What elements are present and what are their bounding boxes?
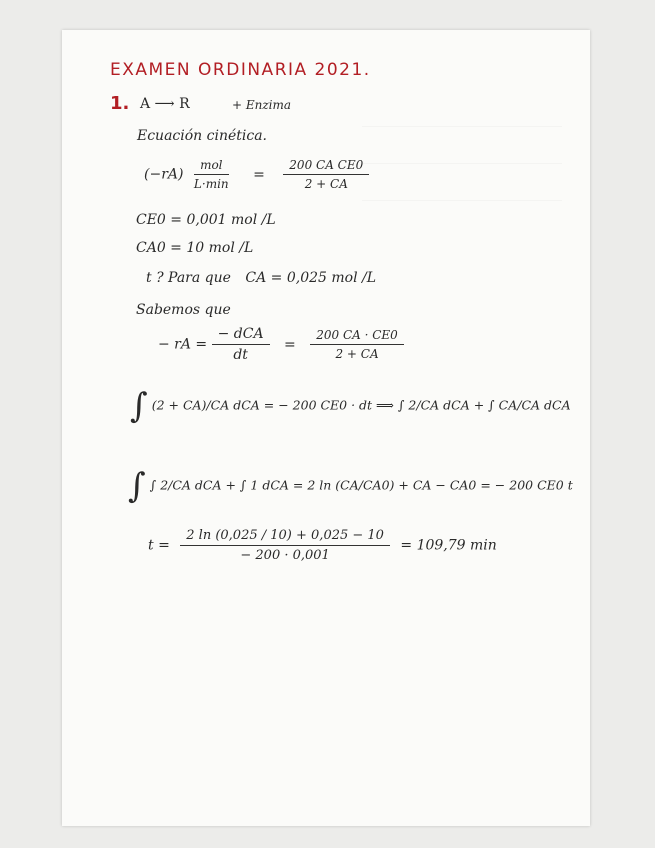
integral-solution bbox=[128, 466, 573, 506]
design-lhs: − rA = bbox=[158, 336, 208, 353]
rate-units-den: L·min bbox=[193, 177, 229, 191]
design-num: − dCA bbox=[212, 326, 270, 345]
design-rhs-den: 2 + CA bbox=[335, 347, 379, 361]
sabemos-label: Sabemos que bbox=[136, 302, 231, 318]
rate-rhs bbox=[283, 158, 369, 191]
reaction-extra: + Enzima bbox=[232, 98, 292, 112]
rate-lhs: (−rA) bbox=[144, 166, 184, 183]
integral-solution-text: ∫ 2/CA dCA + ∫ 1 dCA = 2 ln (CA/CA0) + CA − CA0 = − 200 CE0 t bbox=[149, 477, 573, 493]
exam-page bbox=[62, 30, 590, 826]
design-equation bbox=[158, 326, 404, 363]
question-value: CA = 0,025 mol /L bbox=[245, 270, 377, 286]
t-result: = 109,79 min bbox=[400, 537, 497, 554]
question-line bbox=[146, 270, 376, 286]
design-rhs-num: 200 CA · CE0 bbox=[310, 328, 404, 345]
rate-equals: = bbox=[253, 166, 265, 183]
t-label: t = bbox=[148, 537, 170, 554]
question-text: t ? Para que bbox=[146, 270, 231, 286]
integral-line bbox=[130, 386, 571, 426]
integral-line-text: (2 + CA)/CA dCA = − 200 CE0 · dt ⟹ ∫ 2/CA dCA + ∫ CA/CA dCA bbox=[151, 397, 571, 413]
rate-num: 200 CA CE0 bbox=[283, 158, 369, 175]
exam-title: EXAMEN ORDINARIA 2021. bbox=[110, 60, 371, 80]
problem-number: 1. bbox=[110, 93, 130, 114]
ce0-value: CE0 = 0,001 mol /L bbox=[136, 212, 276, 228]
design-rhs bbox=[310, 328, 404, 361]
t-num: 2 ln (0,025 / 10) + 0,025 − 10 bbox=[180, 528, 390, 546]
integral-sign-2: ∫ bbox=[128, 466, 146, 506]
t-frac bbox=[180, 528, 390, 563]
t-den: − 200 · 0,001 bbox=[240, 548, 330, 563]
design-equals: = bbox=[284, 336, 296, 353]
rate-equation bbox=[144, 158, 369, 191]
design-frac bbox=[212, 326, 270, 363]
rate-units-num: mol bbox=[194, 158, 228, 175]
ca0-value: CA0 = 10 mol /L bbox=[136, 240, 254, 256]
design-den: dt bbox=[233, 347, 248, 363]
rate-den: 2 + CA bbox=[304, 177, 348, 191]
kinetic-equation-label: Ecuación cinética. bbox=[137, 128, 267, 144]
rate-units bbox=[188, 158, 235, 191]
integral-sign: ∫ bbox=[130, 386, 148, 426]
reaction: A ⟶ R bbox=[140, 96, 190, 112]
bleed-through bbox=[362, 90, 562, 650]
time-result bbox=[148, 528, 497, 563]
